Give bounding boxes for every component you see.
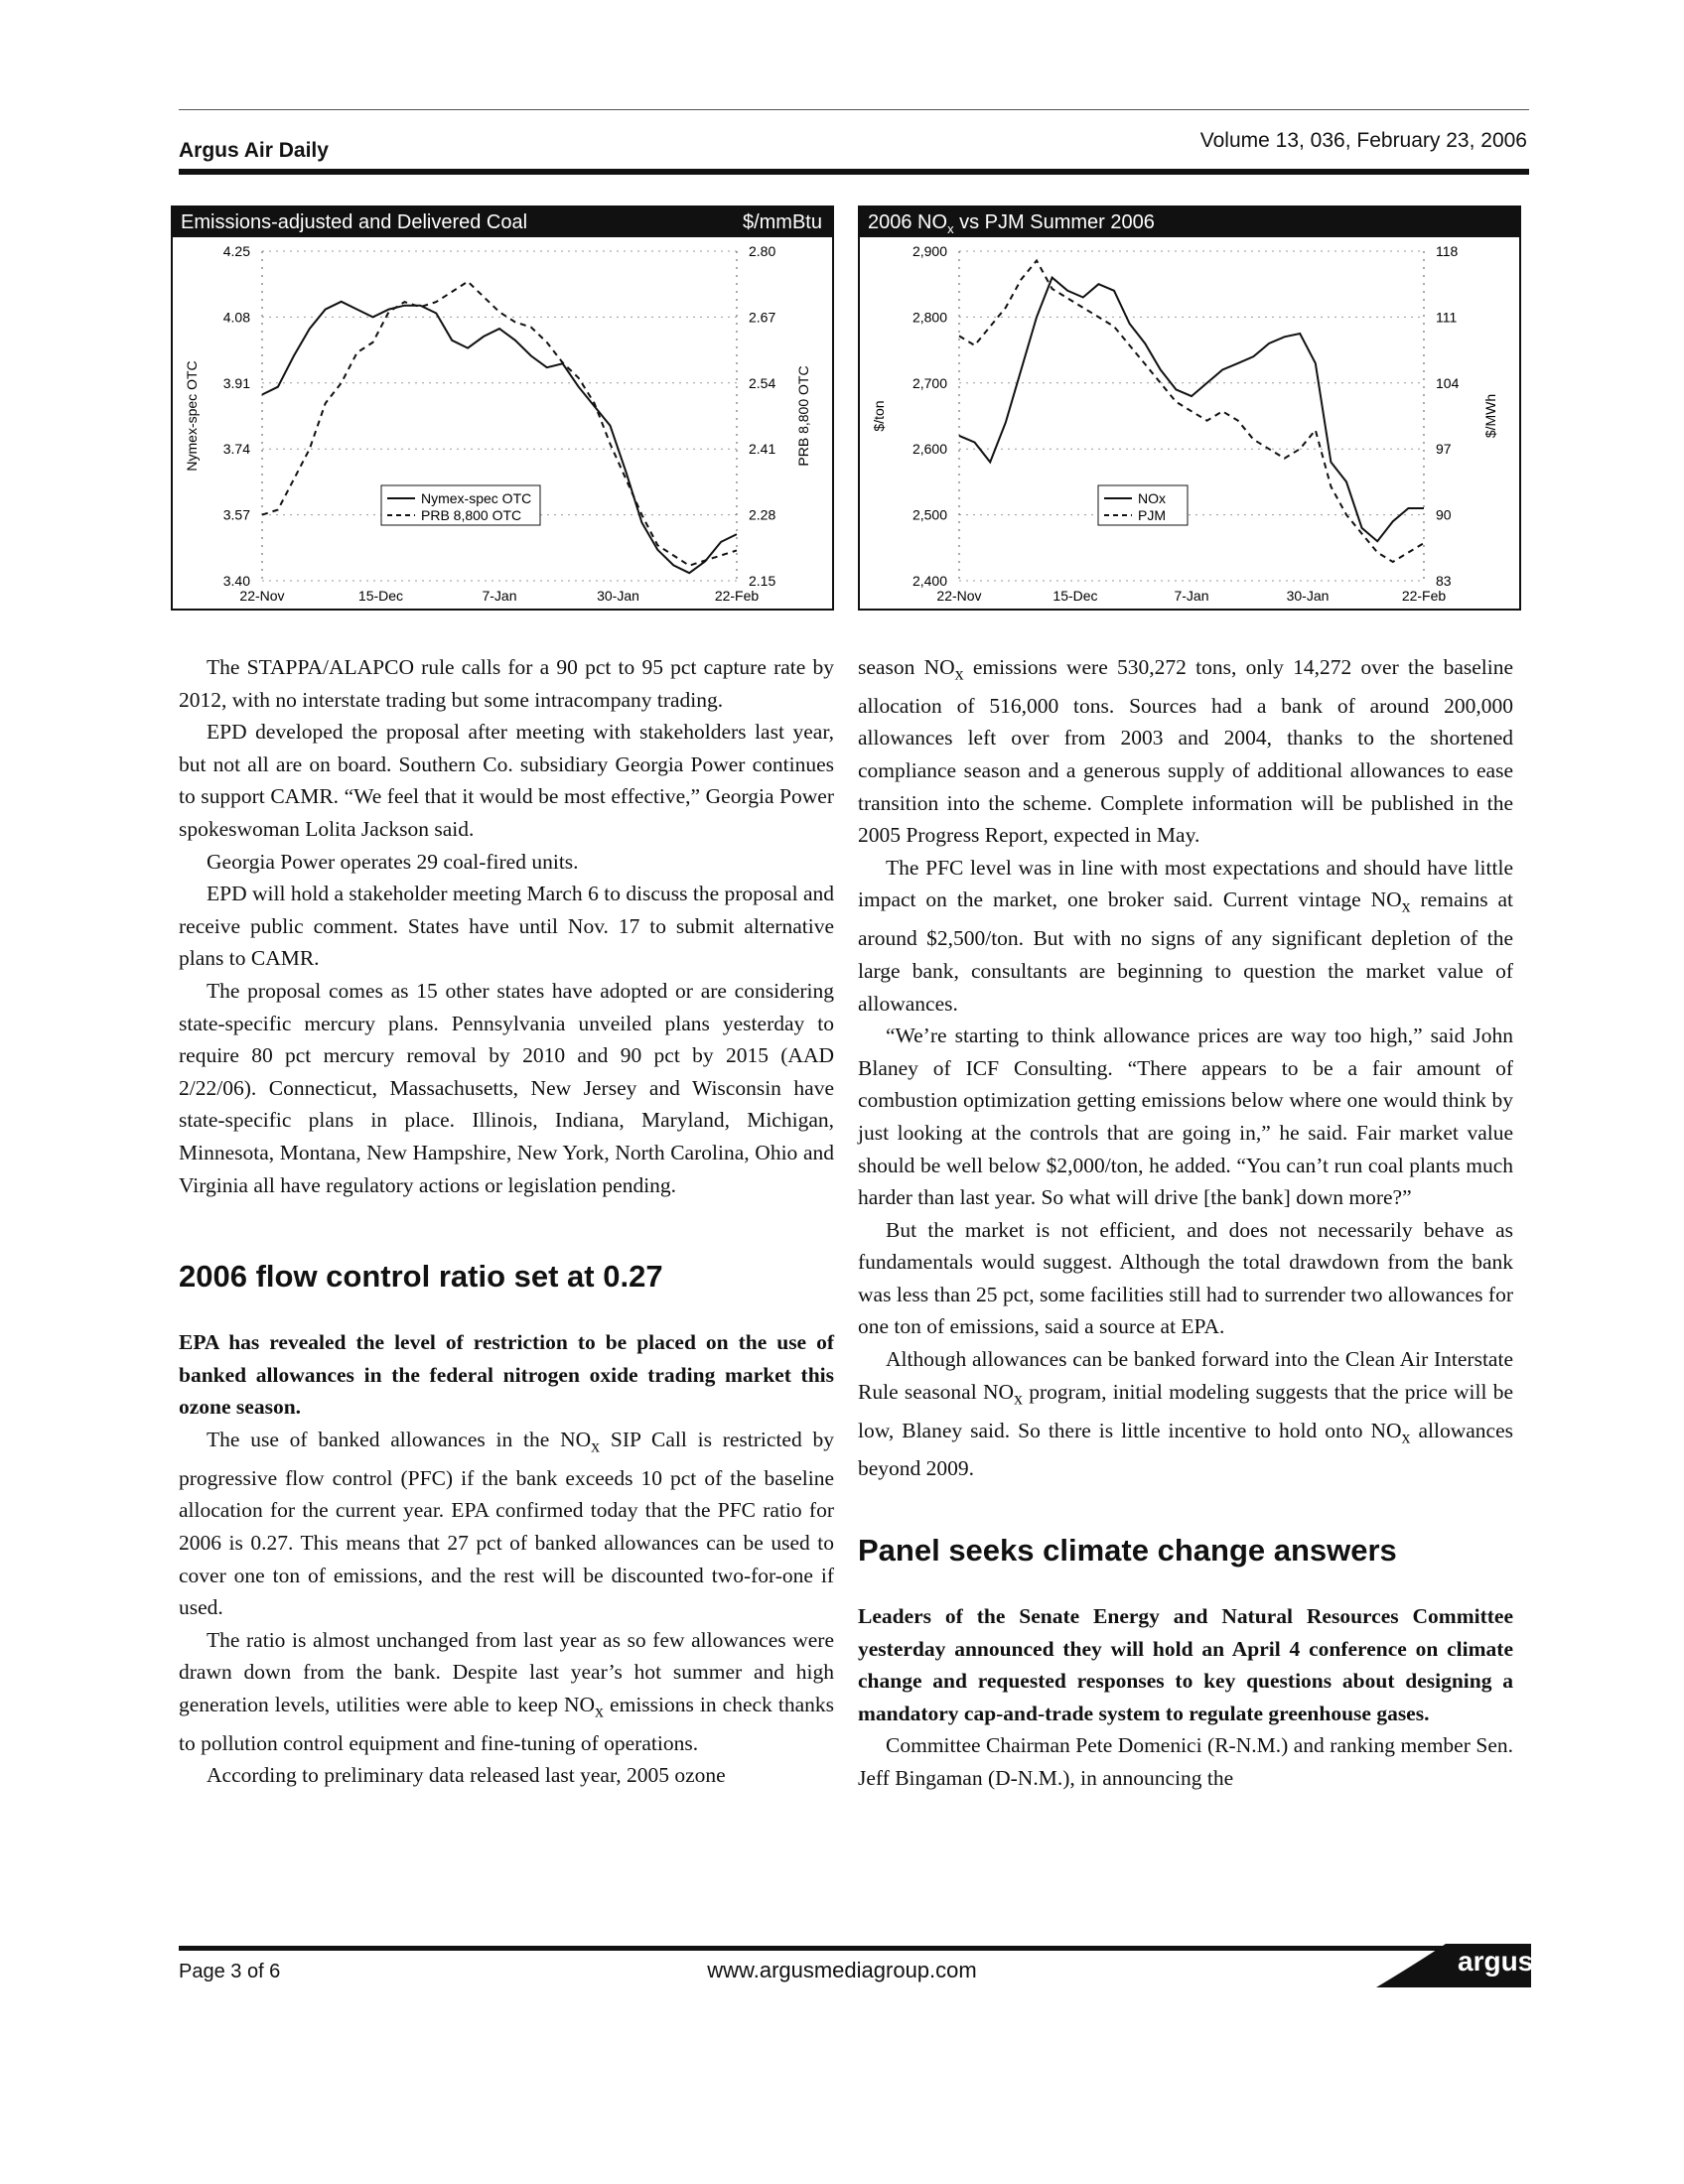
y2-tick-label: 97 bbox=[1436, 441, 1452, 458]
x-tick-label: 22-Nov bbox=[936, 588, 982, 604]
y2-tick-label: 2.67 bbox=[749, 309, 776, 326]
x-tick-label: 15-Dec bbox=[1052, 588, 1098, 604]
y-tick-label: 4.08 bbox=[222, 309, 250, 326]
y2-tick-label: 2.15 bbox=[749, 573, 776, 589]
paragraph: The PFC level was in line with most expectations and should have little impact on the market, one broker said. Current vintage $NO_x$ remains at around $2,500/ton. But with no signs of any significant depletion of the large bank, consultants are beginning to question the market value of allowances. bbox=[858, 855, 1513, 1016]
right-column bbox=[858, 651, 1513, 1795]
y-axis-label: $/ton bbox=[871, 400, 887, 432]
x-tick-label: 22-Feb bbox=[1401, 588, 1447, 604]
y2-tick-label: 90 bbox=[1436, 506, 1452, 523]
argus-logo-text: argus bbox=[1458, 1946, 1534, 1977]
issue-info: Volume 13, 036, February 23, 2006 bbox=[1199, 129, 1527, 152]
x-tick-label: 15-Dec bbox=[357, 588, 404, 604]
x-tick-label: 22-Nov bbox=[239, 588, 285, 604]
chart-nox bbox=[858, 205, 1521, 611]
chart-nox-plot bbox=[860, 237, 1519, 607]
top-rule bbox=[179, 109, 1529, 110]
y-tick-label: 2,900 bbox=[912, 243, 947, 259]
article-heading: 2006 flow control ratio set at 0.27 bbox=[179, 1259, 663, 1295]
footer-rule bbox=[179, 1946, 1529, 1951]
chart-coal bbox=[171, 205, 834, 611]
series-line-nymex-spec-otc bbox=[262, 302, 737, 573]
y2-tick-label: 104 bbox=[1436, 374, 1460, 391]
article-lead: EPA has revealed the level of restriction to be placed on the use of banked allowances in the federal nitrogen oxide trading market this ozone season. bbox=[179, 1330, 834, 1420]
y-tick-label: 2,600 bbox=[912, 441, 947, 458]
paragraph: “We’re starting to think allowance prices are way too high,” said John Blaney of ICF Consulting. “There appears to be a fair amount of combustion optimization getting emissions below where one would think by just looking at the controls that are going in,” he said. Fair market value should be well below $2,000/ton, he added. “You can’t run coal plants much harder than last year. So what will drive [the bank] down more?” bbox=[858, 1024, 1513, 1210]
chart-coal-plot bbox=[173, 237, 832, 607]
chart-nox-header bbox=[860, 207, 1519, 237]
y-tick-label: 2,800 bbox=[912, 309, 947, 326]
website-link[interactable]: www.argusmediagroup.com bbox=[707, 1958, 977, 1982]
y2-tick-label: 2.80 bbox=[749, 243, 776, 259]
paragraph: Committee Chairman Pete Domenici (R-N.M.) and ranking member Sen. Jeff Bingaman (D-N.M.), in announcing the bbox=[858, 1733, 1513, 1790]
article-lead: Leaders of the Senate Energy and Natural Resources Committee yesterday announced they will hold an April 4 conference on climate change and requested responses to key questions about designing a mandatory cap-and-trade system to regulate greenhouse gases. bbox=[858, 1604, 1513, 1725]
y2-tick-label: 83 bbox=[1436, 573, 1452, 589]
y2-axis-label: $/MWh bbox=[1482, 393, 1498, 439]
series-line-pjm bbox=[959, 261, 1424, 563]
paragraph: EPD will hold a stakeholder meeting March 6 to discuss the proposal and receive public comment. States have until Nov. 17 to submit alternative plans to CAMR. bbox=[179, 882, 834, 971]
chart-nox-title: 2006 $NO_x$ vs PJM Summer 2006 bbox=[868, 211, 1155, 236]
y-tick-label: 3.91 bbox=[222, 374, 250, 391]
x-tick-label: 7-Jan bbox=[482, 588, 517, 604]
chart-coal-title: Emissions-adjusted and Delivered Coal bbox=[181, 211, 528, 233]
y-tick-label: 4.25 bbox=[222, 243, 250, 259]
chart-coal-unit: $/mmBtu bbox=[742, 211, 822, 233]
legend-label: NOx bbox=[1138, 490, 1166, 506]
legend-label: PRB 8,800 OTC bbox=[421, 507, 522, 523]
paragraph: Georgia Power operates 29 coal-fired units. bbox=[207, 849, 579, 874]
y-tick-label: 2,400 bbox=[912, 573, 947, 589]
left-column bbox=[179, 651, 834, 1792]
paragraph: The proposal comes as 15 other states have adopted or are considering state-specific mercury plans. Pennsylvania unveiled plans yesterday to require 80 pct mercury removal by 2010 and 90 pct by 2015 (AAD 2/22/06). Connecticut, Massachusetts, New Jersey and Wisconsin have state-specific plans in place. Illinois, Indiana, Maryland, Michigan, Minnesota, Montana, New Hampshire, New York, North Carolina, Ohio and Virginia all have regulatory actions or legislation pending. bbox=[179, 978, 834, 1197]
paragraph: The use of banked allowances in the $NO_x$ SIP Call is restricted by progressive flow control (PFC) if the bank exceeds 10 pct of the baseline allocation for the current year. EPA confirmed today that the PFC ratio for 2006 is 0.27. This means that 27 pct of banked allowances can be used to cover one ton of emissions, and the rest will be discounted two-for-one if used. bbox=[179, 1427, 835, 1620]
y-axis-label: Nymex-spec OTC bbox=[184, 360, 200, 472]
paragraph: According to preliminary data released last year, 2005 ozone bbox=[207, 1763, 726, 1788]
y2-tick-label: 2.28 bbox=[749, 506, 776, 523]
chart-coal-header bbox=[173, 207, 832, 237]
y2-axis-label: PRB 8,800 OTC bbox=[795, 365, 811, 467]
legend-label: PJM bbox=[1138, 507, 1166, 523]
header-rule bbox=[179, 169, 1529, 175]
y-tick-label: 3.40 bbox=[222, 573, 250, 589]
y-tick-label: 3.57 bbox=[222, 506, 250, 523]
x-tick-label: 30-Jan bbox=[597, 588, 639, 604]
paragraph: The ratio is almost unchanged from last year as so few allowances were drawn down from the bank. Despite last year’s hot summer and high generation levels, utilities were able to keep $NO_x$ emissions in check thanks to pollution control equipment and fine-tuning of operations. bbox=[179, 1627, 834, 1755]
publication-name: Argus Air Daily bbox=[179, 139, 329, 162]
legend-label: Nymex-spec OTC bbox=[421, 490, 532, 506]
x-tick-label: 7-Jan bbox=[1174, 588, 1209, 604]
y2-tick-label: 118 bbox=[1436, 243, 1459, 259]
paragraph: EPD developed the proposal after meeting with stakeholders last year, but not all are on board. Southern Co. subsidiary Georgia Power continues to support CAMR. “We feel that it would be most effective,” Georgia Power spokeswoman Lolita Jackson said. bbox=[179, 720, 834, 841]
x-tick-label: 22-Feb bbox=[714, 588, 760, 604]
y-tick-label: 2,700 bbox=[912, 374, 947, 391]
y-tick-label: 3.74 bbox=[222, 441, 250, 458]
x-tick-label: 30-Jan bbox=[1286, 588, 1330, 604]
y2-tick-label: 2.54 bbox=[749, 374, 776, 391]
y2-tick-label: 2.41 bbox=[749, 441, 776, 458]
page-number: Page 3 of 6 bbox=[179, 1961, 281, 1982]
paragraph: season $NO_x$ emissions were 530,272 tons, only 14,272 over the baseline allocation of 516,000 tons. Sources had a bank of around 200,000 allowances left over from 2003 and 2004, thanks to the shortened compliance season and a generous supply of additional allowances to ease transition into the scheme. Complete information will be published in the 2005 Progress Report, expected in May. bbox=[858, 655, 1514, 848]
paragraph: But the market is not efficient, and does not necessarily behave as fundamentals would suggest. Although the total drawdown from the bank was less than 25 pct, some facilities still had to surrender two allowances for one ton of emissions, said a source at EPA. bbox=[858, 1217, 1513, 1339]
paragraph: The STAPPA/ALAPCO rule calls for a 90 pct to 95 pct capture rate by 2012, with no interstate trading but some intracompany trading. bbox=[179, 655, 834, 712]
y2-tick-label: 111 bbox=[1436, 309, 1458, 326]
y-tick-label: 2,500 bbox=[912, 506, 947, 523]
article-heading: Panel seeks climate change answers bbox=[858, 1533, 1397, 1569]
paragraph: Although allowances can be banked forward into the Clean Air Interstate Rule seasonal $NO_x$ program, initial modeling suggests that the price will be low, Blaney said. So there is little incentive to hold onto $NO_x$ allowances beyond 2009. bbox=[858, 1347, 1514, 1481]
